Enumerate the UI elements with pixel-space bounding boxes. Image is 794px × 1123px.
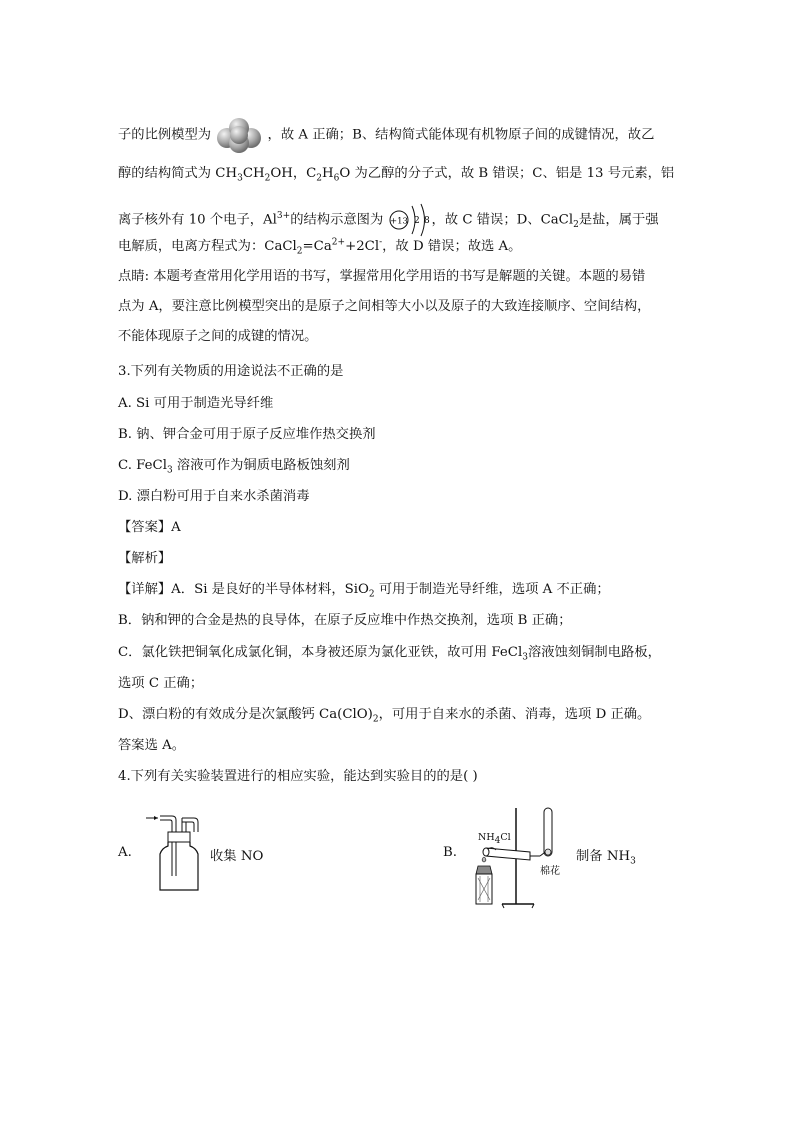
subscript: 2 xyxy=(296,246,303,257)
note-line-2: 点为 A，要注意比例模型突出的是原子之间相等大小以及原子的大致连接顺序、空间结构， xyxy=(118,299,651,314)
text: 【详解】A．Si 是良好的半导体材料，SiO xyxy=(118,582,369,597)
ethanol-space-filling-model xyxy=(215,116,263,154)
subscript: 2 xyxy=(264,173,271,184)
text: 溶液蚀刻铜制电路板， xyxy=(527,645,661,660)
text: 子的比例模型为 xyxy=(118,127,212,143)
subscript: 2 xyxy=(316,173,323,184)
text: OH，C xyxy=(270,166,317,181)
question-3-option-c xyxy=(118,456,350,476)
answer-line-4 xyxy=(118,237,521,257)
text: 电解质，电离方程式为：CaCl xyxy=(118,239,297,254)
subscript: 3 xyxy=(522,652,528,663)
cotton-label: 棉花 xyxy=(540,866,560,877)
option-a-caption: 收集 NO xyxy=(210,849,264,864)
note-line-1: 点睛: 本题考查常用化学用语的书写，掌握常用化学用语的书写是解题的关键。本题的易错 xyxy=(118,269,646,284)
subscript: 3 xyxy=(237,173,243,184)
text: 可用于制造光导纤维，选项 A 不正确； xyxy=(374,582,610,597)
explanation-line-1 xyxy=(118,580,610,600)
subscript: 2 xyxy=(368,589,375,600)
answer-line-2 xyxy=(118,164,674,184)
answer-line-3 xyxy=(118,200,659,240)
text: =Ca xyxy=(302,239,332,254)
text: 醇的结构简式为 CH xyxy=(118,166,238,181)
subscript: 6 xyxy=(333,173,340,184)
superscript: 2+ xyxy=(331,237,346,248)
explanation-line-5 xyxy=(118,705,650,725)
text: C. FeCl xyxy=(118,458,167,473)
subscript: 2 xyxy=(573,220,579,231)
text: ，故 D 错误；故选 A。 xyxy=(382,239,522,254)
analysis-label: 【解析】 xyxy=(118,551,172,566)
gas-collecting-bottle-diagram xyxy=(142,812,208,894)
answer-label: 【答案】A xyxy=(118,520,181,535)
aluminum-ion-structure-diagram xyxy=(388,200,432,240)
text: 的结构示意图为 xyxy=(290,212,384,228)
text: CH xyxy=(242,166,265,181)
text: C．氯化铁把铜氧化成氯化铜，本身被还原为氯化亚铁，故可用 FeCl xyxy=(118,645,523,660)
text: +2Cl xyxy=(345,239,380,254)
superscript: - xyxy=(379,237,383,248)
text: 是盐，属于强 xyxy=(578,212,659,228)
note-line-3: 不能体现原子之间的成键的情况。 xyxy=(118,329,318,344)
explanation-line-6: 答案选 A。 xyxy=(118,738,186,753)
shell-2-count: 8 xyxy=(423,216,430,226)
nucleus-charge: +13 xyxy=(389,216,408,227)
text: ，故 C 错误；D、CaCl xyxy=(431,212,574,228)
question-3-option-b: B. 钠、钾合金可用于原子反应堆作热交换剂 xyxy=(118,427,376,442)
option-b-caption xyxy=(576,845,636,867)
text: 溶液可作为铜质电路板蚀刻剂 xyxy=(172,458,350,473)
question-4-stem: 4.下列有关实验装置进行的相应实验，能达到实验目的的是( ) xyxy=(118,769,478,784)
text: 离子核外有 10 个电子，Al xyxy=(118,212,277,228)
explanation-line-4: 选项 C 正确； xyxy=(118,676,204,691)
shell-1-count: 2 xyxy=(413,216,420,226)
subscript: 3 xyxy=(166,465,173,476)
option-b-letter: B. xyxy=(443,845,457,860)
ammonia-preparation-apparatus-diagram xyxy=(468,804,574,912)
question-3-option-d: D. 漂白粉可用于自来水杀菌消毒 xyxy=(118,489,310,504)
question-3-stem: 3.下列有关物质的用途说法不正确的是 xyxy=(118,364,344,379)
text: D、漂白粉的有效成分是次氯酸钙 Ca(ClO) xyxy=(118,707,373,722)
subscript: 3 xyxy=(630,856,636,867)
option-a-letter: A. xyxy=(118,845,132,860)
superscript: 3+ xyxy=(276,211,291,222)
text: NH xyxy=(478,832,495,843)
subscript: 2 xyxy=(372,714,379,725)
answer-line-1 xyxy=(118,116,654,154)
text: O 为乙醇的分子式，故 B 错误；C、铝是 13 号元素，铝 xyxy=(339,166,675,181)
text: H xyxy=(322,166,334,181)
question-3-option-a: A. Si 可用于制造光导纤维 xyxy=(118,396,274,411)
text: ，故 A 正确；B、结构简式能体现有机物原子间的成键情况，故乙 xyxy=(267,127,655,143)
explanation-line-2: B．钠和钾的合金是热的良导体，在原子反应堆中作热交换剂，选项 B 正确； xyxy=(118,613,572,628)
text: ，可用于自来水的杀菌、消毒，选项 D 正确。 xyxy=(378,707,651,722)
explanation-line-3 xyxy=(118,643,661,663)
text: 制备 NH xyxy=(576,849,631,864)
text: Cl xyxy=(500,832,511,843)
subscript: 4 xyxy=(494,835,501,846)
